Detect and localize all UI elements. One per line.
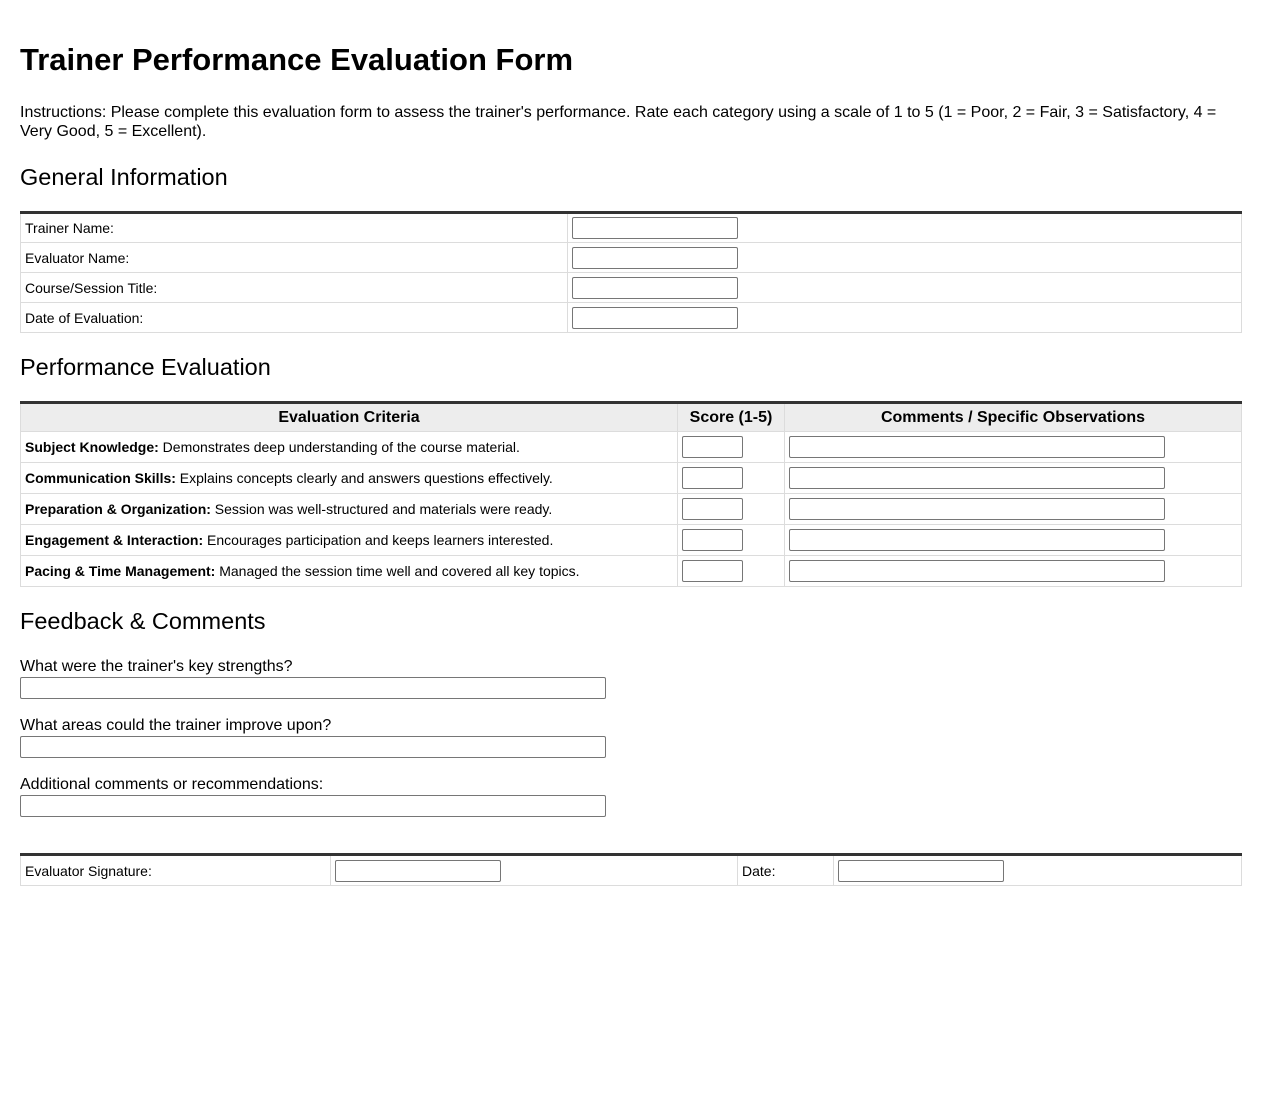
subject-knowledge-score-input[interactable]	[682, 436, 743, 458]
criteria-cell	[21, 463, 678, 494]
criteria-name: Communication Skills:	[25, 470, 176, 486]
date-of-evaluation-label: Date of Evaluation:	[21, 303, 568, 333]
criteria-cell	[21, 494, 678, 525]
table-row	[21, 303, 1242, 333]
pacing-time-management-score-input[interactable]	[682, 560, 743, 582]
signature-table	[20, 853, 1242, 886]
table-row	[21, 243, 1242, 273]
pacing-time-management-comment-input[interactable]	[789, 560, 1165, 582]
criteria-cell	[21, 525, 678, 556]
course-session-title-input[interactable]	[572, 277, 738, 299]
table-header-row	[21, 403, 1242, 432]
table-row	[21, 525, 1242, 556]
additional-comments-input[interactable]	[20, 795, 606, 817]
table-row	[21, 273, 1242, 303]
engagement-interaction-comment-input[interactable]	[789, 529, 1165, 551]
criteria-name: Engagement & Interaction:	[25, 532, 204, 548]
improvement-input[interactable]	[20, 736, 606, 758]
criteria-description: Demonstrates deep understanding of the course material.	[158, 439, 520, 455]
criteria-description: Explains concepts clearly and answers questions effectively.	[175, 470, 553, 486]
improvement-question	[20, 716, 1242, 758]
trainer-name-input[interactable]	[572, 217, 738, 239]
criteria-name: Preparation & Organization:	[25, 501, 211, 517]
criteria-cell	[21, 556, 678, 587]
table-row	[21, 463, 1242, 494]
improvement-question-label: What areas could the trainer improve upon?	[20, 717, 332, 734]
date-of-evaluation-input[interactable]	[572, 307, 738, 329]
strengths-question-label: What were the trainer's key strengths?	[20, 658, 293, 675]
preparation-organization-comment-input[interactable]	[789, 498, 1165, 520]
criteria-description: Session was well-structured and materials were ready.	[210, 501, 553, 517]
criteria-cell	[21, 432, 678, 463]
course-session-title-label: Course/Session Title:	[21, 273, 568, 303]
trainer-name-label: Trainer Name:	[21, 213, 568, 243]
performance-evaluation-table	[20, 401, 1242, 587]
page-title: Trainer Performance Evaluation Form	[20, 42, 574, 77]
preparation-organization-score-input[interactable]	[682, 498, 743, 520]
evaluator-name-label: Evaluator Name:	[21, 243, 568, 273]
table-row	[21, 494, 1242, 525]
strengths-input[interactable]	[20, 677, 606, 699]
signature-date-label: Date:	[738, 855, 834, 886]
table-row	[21, 855, 1242, 886]
evaluator-name-input[interactable]	[572, 247, 738, 269]
comments-column-header: Comments / Specific Observations	[785, 403, 1242, 432]
instructions-text: Instructions: Please complete this evaluation form to assess the trainer's performance. Rate each category using a scale of 1 to 5 (1 = Poor, 2 = Fair, 3 = Satisfactory, 4 = Very Good, 5 = Excellent).	[20, 104, 1217, 140]
criteria-name: Pacing & Time Management:	[25, 563, 216, 579]
criteria-name: Subject Knowledge:	[25, 439, 159, 455]
communication-skills-score-input[interactable]	[682, 467, 743, 489]
additional-comments-question	[20, 775, 1242, 817]
subject-knowledge-comment-input[interactable]	[789, 436, 1165, 458]
criteria-column-header: Evaluation Criteria	[21, 403, 678, 432]
performance-evaluation-heading: Performance Evaluation	[20, 354, 271, 380]
evaluator-signature-label: Evaluator Signature:	[21, 855, 331, 886]
table-row	[21, 213, 1242, 243]
additional-comments-label: Additional comments or recommendations:	[20, 776, 324, 793]
criteria-description: Managed the session time well and covered all key topics.	[215, 563, 580, 579]
communication-skills-comment-input[interactable]	[789, 467, 1165, 489]
table-row	[21, 432, 1242, 463]
criteria-description: Encourages participation and keeps learners interested.	[203, 532, 554, 548]
score-column-header: Score (1-5)	[678, 403, 785, 432]
table-row	[21, 556, 1242, 587]
feedback-comments-heading: Feedback & Comments	[20, 608, 266, 634]
engagement-interaction-score-input[interactable]	[682, 529, 743, 551]
signature-date-input[interactable]	[838, 860, 1004, 882]
general-information-table	[20, 211, 1242, 333]
strengths-question	[20, 657, 1242, 699]
evaluator-signature-input[interactable]	[335, 860, 501, 882]
general-information-heading: General Information	[20, 164, 228, 190]
